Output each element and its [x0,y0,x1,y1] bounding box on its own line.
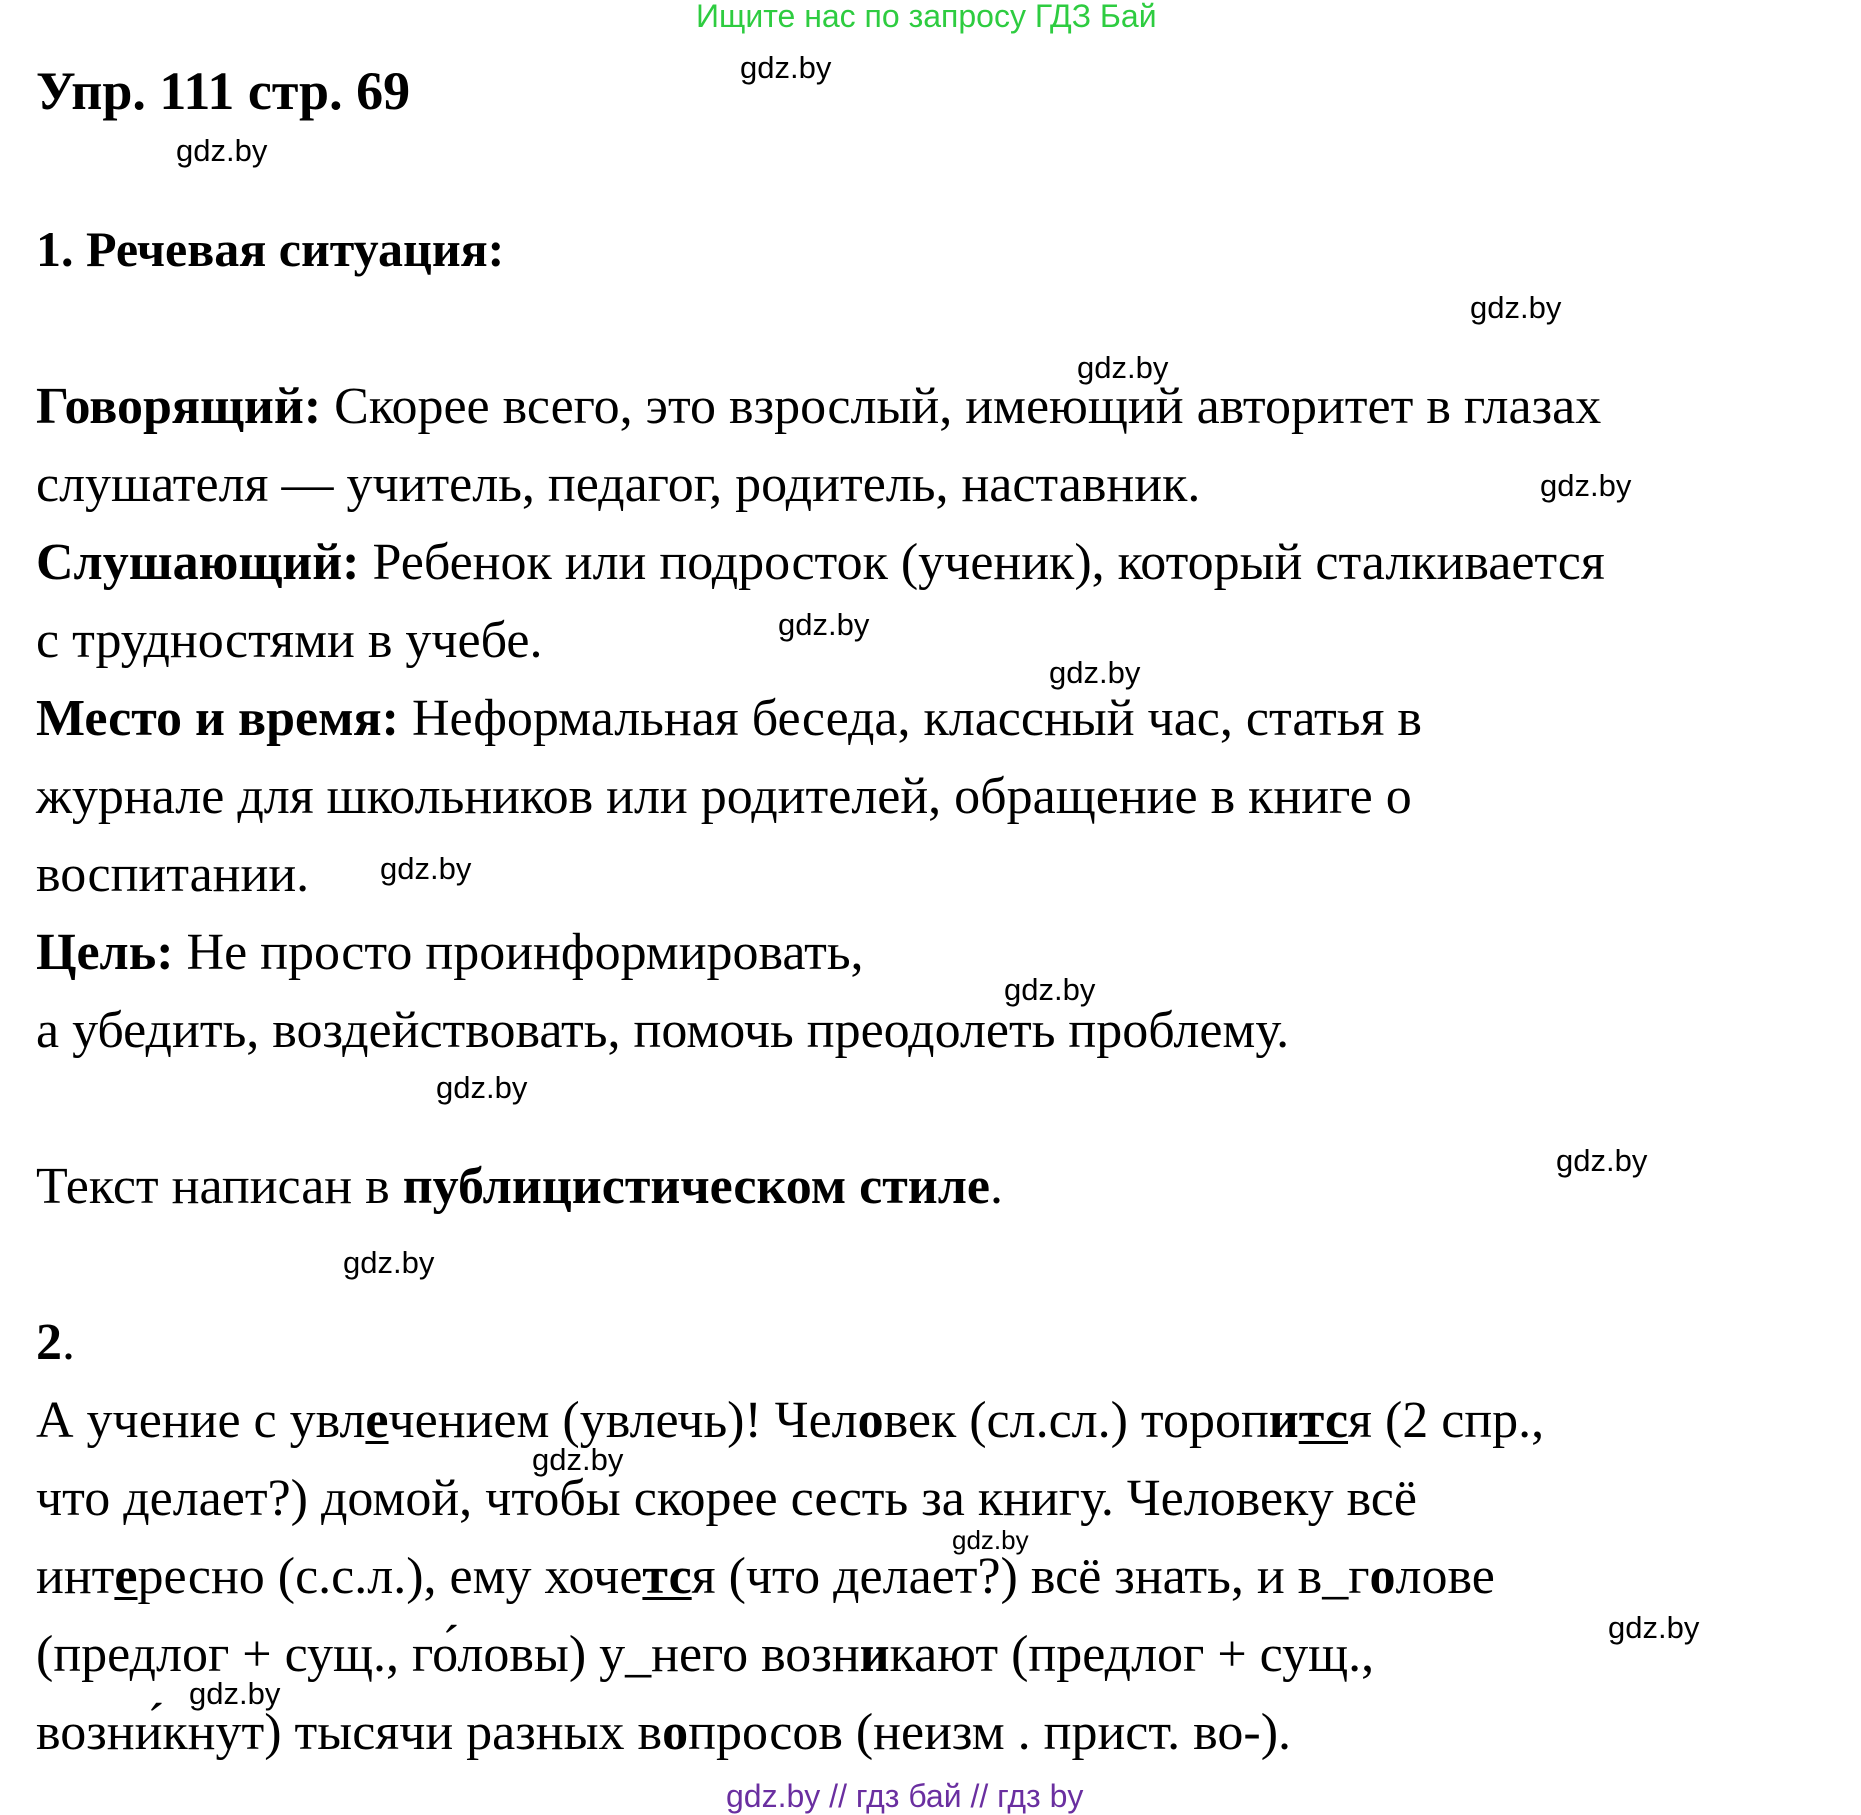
goal-text-1: Не просто проинформировать, [186,924,864,981]
speaker-label: Говорящий: [36,378,322,435]
watermark: gdz.by [176,133,268,168]
text-part: лове [1395,1548,1495,1605]
goal-line-1 [36,923,864,982]
section-2-heading [36,1313,75,1372]
highlighted-letter: о [857,1392,884,1449]
section-2-number: 2 [36,1314,62,1371]
goal-text-2: а убедить, воздействовать, помочь преодолеть проблему. [36,1002,1290,1059]
highlighted-letters: тс [1298,1392,1349,1449]
highlighted-letter: и [1268,1392,1299,1449]
text-part: ресно (с.с.л.), ему хоче [137,1548,643,1605]
watermark: gdz.by [1077,350,1169,385]
watermark: gdz.by [436,1070,528,1105]
section-2-dot: . [62,1314,75,1371]
place-text-2: журнале для школьников или родителей, обращение в книге о [36,768,1412,825]
highlighted-letters: тс [642,1548,692,1605]
watermark: gdz.by [1608,1610,1700,1645]
highlighted-letter: е [114,1548,138,1605]
text-part: кают (предлог + сущ., [889,1626,1375,1683]
sentence-line-5 [36,1703,1291,1762]
watermark: gdz.by [952,1525,1029,1555]
watermark: gdz.by [740,50,832,85]
text-part: век (сл.сл.) тороп [883,1392,1269,1449]
top-banner[interactable]: Ищите нас по запросу ГДЗ Бай [696,0,1157,34]
highlighted-letter: о [662,1704,689,1761]
style-bold: публицистическом стиле [402,1158,990,1215]
speaker-text-2: слушателя — учитель, педагог, родитель, наставник. [36,456,1201,513]
listener-line-1 [36,533,1605,592]
text-part: (предлог + сущ., го́ловы) у_него возн [36,1626,860,1683]
watermark: gdz.by [343,1245,435,1280]
highlighted-letter: е [365,1392,389,1449]
style-line [36,1157,1003,1216]
sentence-line-1 [36,1391,1544,1450]
watermark: gdz.by [1540,468,1632,503]
speaker-text-1: Скорее всего, это взрослый, имеющий авторитет в глазах [334,378,1602,435]
watermark: gdz.by [189,1676,281,1711]
highlighted-letter: и [859,1626,890,1683]
sentence-line-2: что делает?) домой, чтобы скорее сесть за книгу. Человеку всё [36,1470,1417,1527]
text-part: просов (неизм . прист. во-). [688,1704,1292,1761]
highlighted-letter: о [1369,1548,1396,1605]
place-label: Место и время: [36,690,399,747]
place-text-3: воспитании. [36,846,310,903]
place-text-1: Неформальная беседа, классный час, статья в [411,690,1422,747]
place-line-1 [36,689,1422,748]
text-part: я (2 спр., [1348,1392,1545,1449]
style-suffix: . [990,1158,1003,1215]
text-part: возни́кнут) тысячи разных в [36,1704,663,1761]
text-part: инт [36,1548,115,1605]
sentence-line-3 [36,1547,1495,1606]
watermark: gdz.by [1470,290,1562,325]
listener-text-1: Ребенок или подросток (ученик), который сталкивается [372,534,1605,591]
goal-label: Цель: [36,924,174,981]
style-prefix: Текст написан в [36,1158,390,1215]
speaker-line-1 [36,377,1601,436]
footer-links[interactable]: gdz.by // гдз бай // гдз by [726,1778,1084,1814]
listener-text-2: с трудностями в учебе. [36,612,543,669]
watermark: gdz.by [1049,655,1141,690]
watermark: gdz.by [778,607,870,642]
text-part: чением (увлечь)! Чел [388,1392,858,1449]
page-title: Упр. 111 стр. 69 [36,61,411,121]
listener-label: Слушающий: [36,534,360,591]
watermark: gdz.by [532,1442,624,1477]
section-1-heading: 1. Речевая ситуация: [36,221,505,277]
watermark: gdz.by [1556,1143,1648,1178]
text-part: А учение с увл [36,1392,366,1449]
watermark: gdz.by [1004,972,1096,1007]
text-part: я (что делает?) всё знать, и в_г [691,1548,1370,1605]
watermark: gdz.by [380,851,472,886]
